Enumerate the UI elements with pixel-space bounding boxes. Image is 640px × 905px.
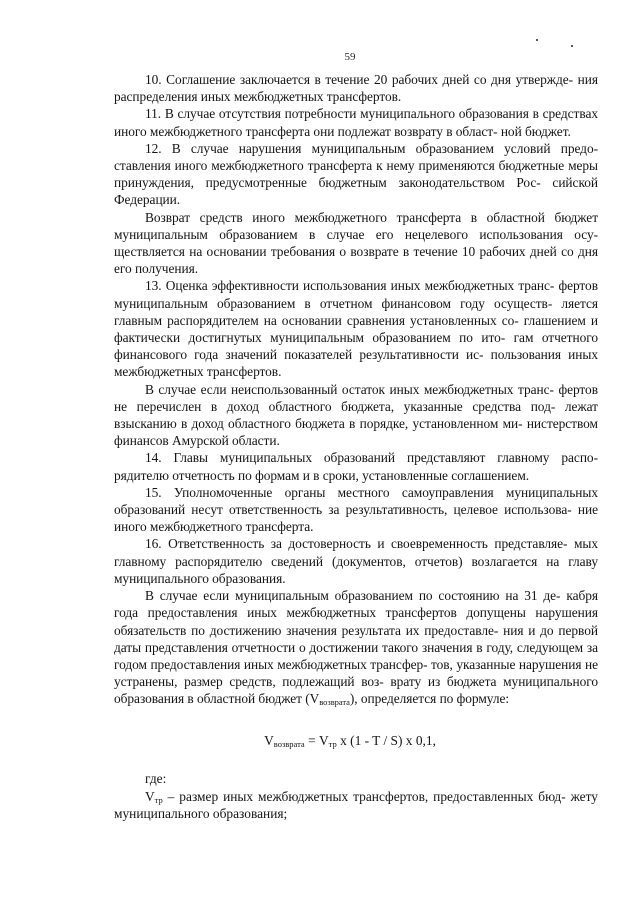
text-line: образований несут ответственность за результативность, целевое использова- [114,502,572,518]
text-line: фертов не перечислен в доход областного бюджета, указанные средства под- [114,381,598,414]
text-line: ния распределения иных межбюджетных трансфертов. [114,72,598,105]
text-line: ние иного межбюджетного трансферта. [114,502,598,535]
formula-vtr: V [318,733,329,748]
paragraph-14 [114,449,598,483]
text-line: 14. Главы муниципальных образований представляют главному распо- [145,450,598,466]
text-line: нистерством финансов Амурской области. [114,416,598,449]
text-line-tail: ), [349,691,358,707]
subscript-vozvrata: возврата [319,697,350,708]
text-line: нарушения обязательств по достижению значения результата их предоставле- [114,605,598,638]
vtr-definition [114,788,598,822]
text-line: рядителю отчетность по формам и в сроки, установленные соглашением. [114,467,530,483]
vtr-symbol: V [145,789,155,804]
where-label: где: [145,771,167,786]
formula-v-subscript: возврата [273,739,305,749]
paragraph-13 [114,277,598,380]
paragraph-12-return [114,209,598,278]
body-text [114,71,598,708]
text-line: ляется главным распорядителем на основании сравнения установленных со- [114,295,598,328]
text-line: гам отчетного финансового года значений показателей результативности ис- [114,330,598,363]
text-line: фертов муниципальным образованием в отчетном финансовом году осуществ- [114,278,598,311]
formula-expression: x (1 - T / S) x 0,1, [336,733,436,748]
text-line: 16. Ответственность за достоверность и своевременность представляе- [145,536,568,552]
paragraph-11 [114,105,598,139]
paragraph-16-violations [114,587,598,707]
text-line: лежат взысканию в доход областного бюджета в порядке, установленном ми- [114,398,598,432]
text-line: сийской Федерации. [114,175,598,208]
text-line: 11. В случае отсутствия потребности муниципального образования в [145,106,539,122]
text-line: ставления иного межбюджетного трансферта к нему применяются бюджетные [114,158,565,174]
paragraph-12 [114,140,598,209]
scan-artifact-dot [571,45,573,47]
paragraph-16 [114,535,598,587]
text-line: 12. В случае нарушения муниципальным образованием условий предо- [145,140,598,156]
paragraph-15 [114,484,598,536]
text-line: 10. Соглашение заключается в течение 20 рабочих дней со дня утвержде- [145,72,574,87]
text-line: пользования иных межбюджетных трансфертов. [114,347,598,380]
vtr-symbol-subscript: тр [154,795,163,805]
text-line: В случае если неиспользованный остаток иных межбюджетных транс- [145,381,554,397]
text-line: глашением и фактически достигнутых муниципальным образованием по ито- [114,312,598,346]
text-line: кабря года предоставления иных межбюджетных трансфертов допущены [114,588,598,621]
text-line: врату из бюджета муниципального образования в областной бюджет (V [114,674,598,707]
page-number: 59 [344,51,356,63]
text-line: в году, следующем за годом предоставления иных межбюджетных трансфер- [114,639,598,672]
text-line: 13. Оценка эффективности использования иных межбюджетных транс- [145,278,555,294]
text-line: определяется по формуле: [360,691,510,707]
formula-equals: = [304,733,319,748]
text-line: муниципальным образованием в случае его нецелевого использования осу- [114,226,598,242]
text-line: В случае если муниципальным образованием по состоянию на 31 де- [145,588,561,604]
formula-v: V [264,733,274,748]
text-line: дня его получения. [114,244,598,277]
scan-artifact-dot [536,39,538,41]
text-line: средствах иного межбюджетного трансферта они подлежат возврату в област- [114,106,598,139]
vtr-definition-text: – размер иных межбюджетных трансфертов, предоставленных бюд- [162,789,566,804]
text-line: главу муниципального образования. [114,553,598,586]
vtr-definition-text-2: жету муниципального образования; [114,789,598,822]
text-line: ществляется на основании требования о возврате в течение 10 рабочих дней со [114,244,574,260]
text-line: 15. Уполномоченные органы местного самоуправления муниципальных [145,484,598,500]
return-formula [0,733,640,749]
text-line: ной бюджет. [500,123,571,139]
text-line: мых главному распорядителю сведений (документов, отчетов) возлагается на [114,536,598,569]
text-line: Возврат средств иного межбюджетного трансферта в областной бюджет [145,209,598,225]
text-line: меры принуждения, предусмотренные бюджетным законодательством Рос- [114,158,598,191]
paragraph-13-remainder [114,381,598,450]
text-line: ния и до первой даты представления отчетности о достижении такого значения [114,622,598,655]
paragraph-10 [114,71,598,105]
text-line: тов, указанные нарушения не устранены, размер средств, подлежащий воз- [114,656,598,690]
formula-vtr-subscript: тр [328,739,337,749]
